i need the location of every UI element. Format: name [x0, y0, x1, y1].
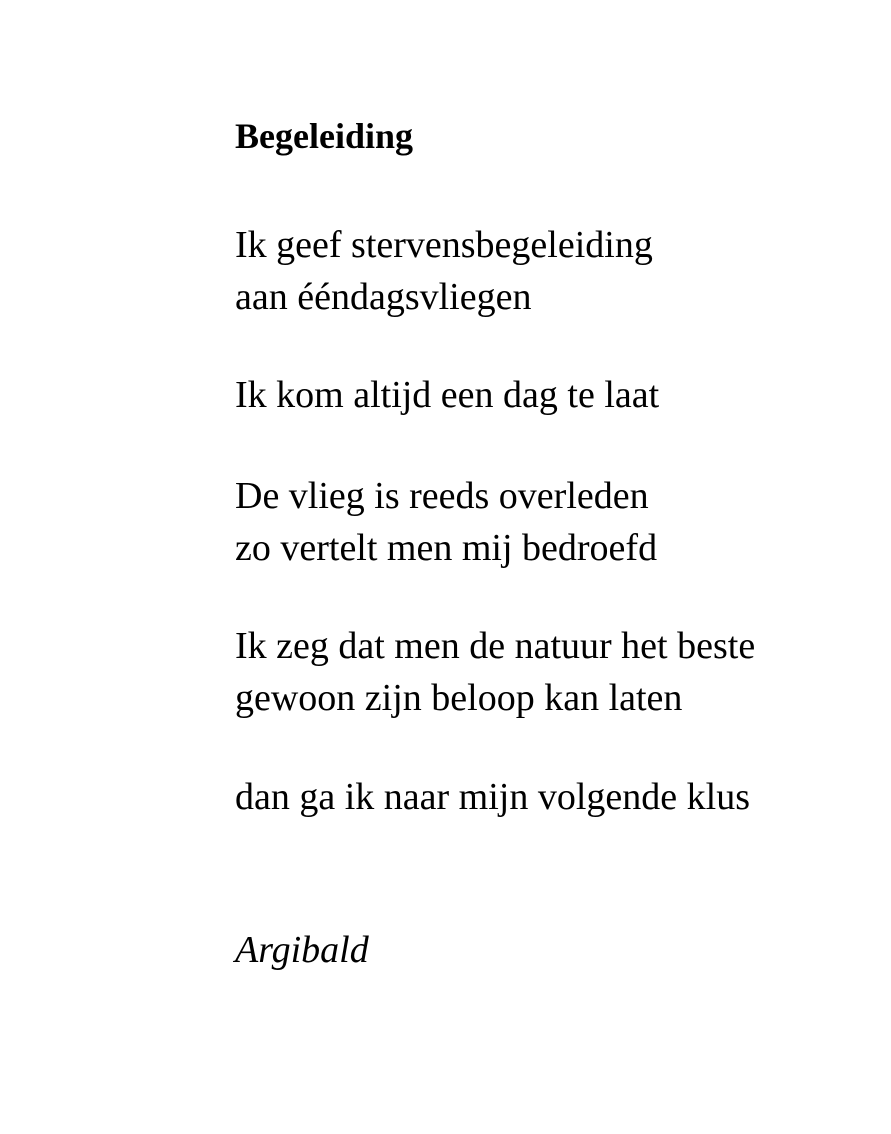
poem-line: De vlieg is reeds overleden [235, 475, 649, 517]
stanza-5 [235, 771, 750, 823]
poem-line: gewoon zijn beloop kan laten [235, 677, 683, 719]
poem-line: Ik zeg dat men de natuur het beste [235, 625, 756, 667]
poem-author: Argibald [235, 929, 369, 971]
poem-line: Ik geef stervensbegeleiding [235, 224, 653, 266]
poem-line: Ik kom altijd een dag te laat [235, 374, 660, 416]
poem-line: aan ééndagsvliegen [235, 276, 532, 318]
stanza-3 [235, 470, 657, 574]
poem-title: Begeleiding [235, 116, 413, 156]
stanza-4 [235, 620, 755, 724]
poem-line: zo vertelt men mij bedroefd [235, 527, 658, 569]
stanza-2 [235, 369, 659, 421]
poem-line: dan ga ik naar mijn volgende klus [235, 776, 750, 818]
stanza-1 [235, 219, 653, 323]
